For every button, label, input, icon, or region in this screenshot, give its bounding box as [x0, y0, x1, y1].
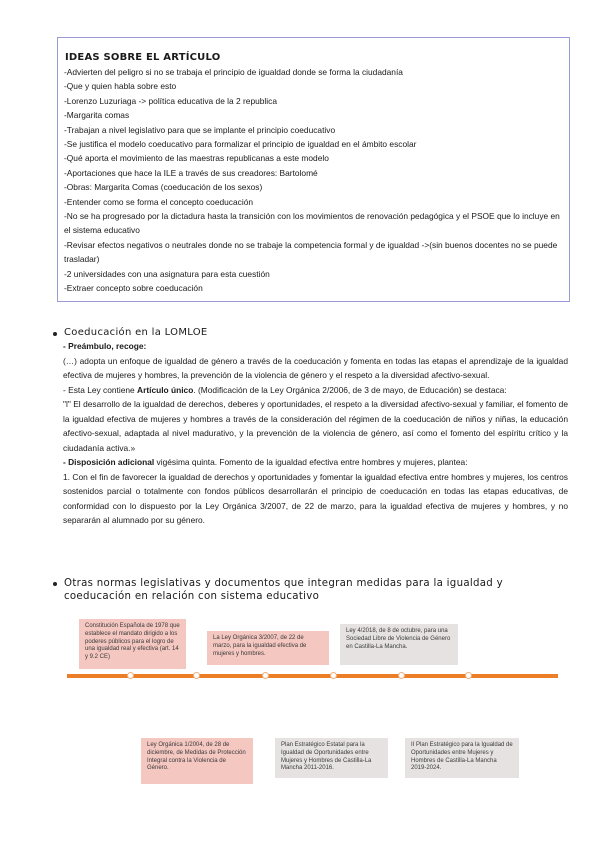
list-item: -Aportaciones que hace la ILE a través de sus creadores: Bartolomé [64, 167, 318, 178]
point-1: 1. Con el fin de favorecer la igualdad de derechos y oportunidades y fomentar la igualdad efectiva entre hombres y mujeres, los centros sostenidos parcial o totalmente con fondos públicos desarrollarán el principio de coeducación en todas las etapas educativas, de conformidad con lo dispuesto por la Ley Orgánica 3/2007, de 22 de marzo, para la igualdad efectiva de mujeres y hombres, y no separarán al alumnado por su género. [63, 471, 568, 525]
timeline-dot [193, 672, 200, 679]
list-item: -Margarita comas [64, 110, 130, 121]
disposicion-label: - Disposición adicional [63, 457, 155, 467]
timeline-dot [330, 672, 337, 679]
timeline-line [67, 674, 558, 678]
timeline-card: Ley 4/2018, de 8 de octubre, para una Sociedad Libre de Violencia de Género en Castilla-La Mancha. [340, 624, 458, 665]
preambulo-text: (…) adopta un enfoque de igualdad de género a través de la coeducación y fomenta en todas las etapas el aprendizaje de la igualdad efectiva de mujeres y hombres, la prevención de la violencia de género y el respeto a la diversidad afectivo-sexual. [63, 355, 568, 380]
coeducacion-body [63, 339, 568, 528]
timeline-card: II Plan Estratégico para la Igualdad de Oportunidades entre Mujeres y Hombres de Castilla-La Mancha 2019-2024. [405, 738, 519, 778]
bullet-dot [53, 332, 57, 336]
timeline-card: Plan Estratégico Estatal para la Igualdad de Oportunidades entre Mujeres y Hombres de Castilla-La Mancha 2011-2016. [275, 738, 388, 778]
timeline-card: Constitución Española de 1978 que establece el mandato dirigido a los poderes públicos para el logro de una igualdad real y efectiva (art. 14 y 9.2 CE) [79, 619, 186, 669]
timeline-card: Ley Orgánica 1/2004, de 28 de diciembre, de Medidas de Protección Integral contra la Violencia de Género. [141, 738, 253, 784]
timeline-dot [127, 672, 134, 679]
ideas-box [57, 37, 570, 302]
ley-suffix: . (Modificación de la Ley Orgánica 2/2006, de 3 de mayo, de Educación) se destaca: [193, 384, 507, 395]
quote-text: "l" El desarrollo de la igualdad de derechos, deberes y oportunidades, el respeto a la diversidad afectivo-sexual y familiar, el fomento de la igualdad efectiva de mujeres y hombres a través de la consideración del régimen de la coeducación de niños y niñas, la educación afectivo-sexual, adaptada al nivel madurativo, y la prevención de la violencia de género, así como el fomento del espíritu crítico y la ciudadanía activa.» [63, 399, 568, 453]
coeducacion-section [53, 327, 568, 528]
list-item: -Se justifica el modelo coeducativo para formalizar el principio de igualdad en el ámbito escolar [64, 139, 417, 150]
ley-bold: Artículo único [137, 384, 194, 395]
list-item: -Advierten del peligro si no se trabaja el principio de igualdad donde se forma la ciudadanía [64, 67, 403, 77]
ideas-title: IDEAS SOBRE EL ARTÍCULO [65, 52, 221, 63]
list-item: -Obras: Margarita Comas (coeducación de los sexos) [64, 182, 263, 193]
disposicion-paragraph [63, 455, 568, 470]
list-item: -Trabajan a nivel legislativo para que se implante el principio coeducativo [64, 124, 336, 135]
ideas-list [64, 65, 563, 296]
preambulo-label: - Preámbulo, recoge: [63, 341, 147, 351]
timeline-dot [262, 672, 269, 679]
list-item: -Entender como se forma el concepto coeducación [64, 196, 254, 207]
timeline-card: La Ley Orgánica 3/2007, de 22 de marzo, para la igualdad efectiva de mujeres y hombres. [207, 631, 329, 665]
list-item: -Que y quien habla sobre esto [64, 81, 177, 92]
coeducacion-heading: Coeducación en la LOMLOE [64, 327, 208, 338]
otras-section [53, 577, 568, 603]
list-item: -No se ha progresado por la dictadura hasta la transición con los movimientos de renovación pedagógica y el PSOE que lo incluye en el sistema educativo [64, 211, 563, 236]
ley-paragraph [63, 383, 568, 398]
list-item: -Revisar efectos negativos o neutrales donde no se trabaje la competencia formal y de igualdad ->(sin buenos docentes no se puede trasladar) [64, 239, 560, 265]
list-item: -Extraer concepto sobre coeducación [64, 283, 203, 294]
disposicion-text: vigésima quinta. Fomento de la igualdad efectiva entre hombres y mujeres, plantea: [154, 457, 468, 467]
list-item: -Lorenzo Luzuriaga -> política educativa de la 2 republica [64, 95, 277, 106]
list-item: -2 universidades con una asignatura para esta cuestión [64, 268, 270, 279]
bullet-dot [53, 582, 57, 586]
ley-prefix: - Esta Ley contiene [63, 384, 138, 395]
timeline-dot [465, 672, 472, 679]
timeline-dot [398, 672, 405, 679]
list-item: -Qué aporta el movimiento de las maestras republicanas a este modelo [64, 153, 329, 164]
otras-heading: Otras normas legislativas y documentos que integran medidas para la igualdad y coeducación en relación con sistema educativo [64, 578, 503, 602]
